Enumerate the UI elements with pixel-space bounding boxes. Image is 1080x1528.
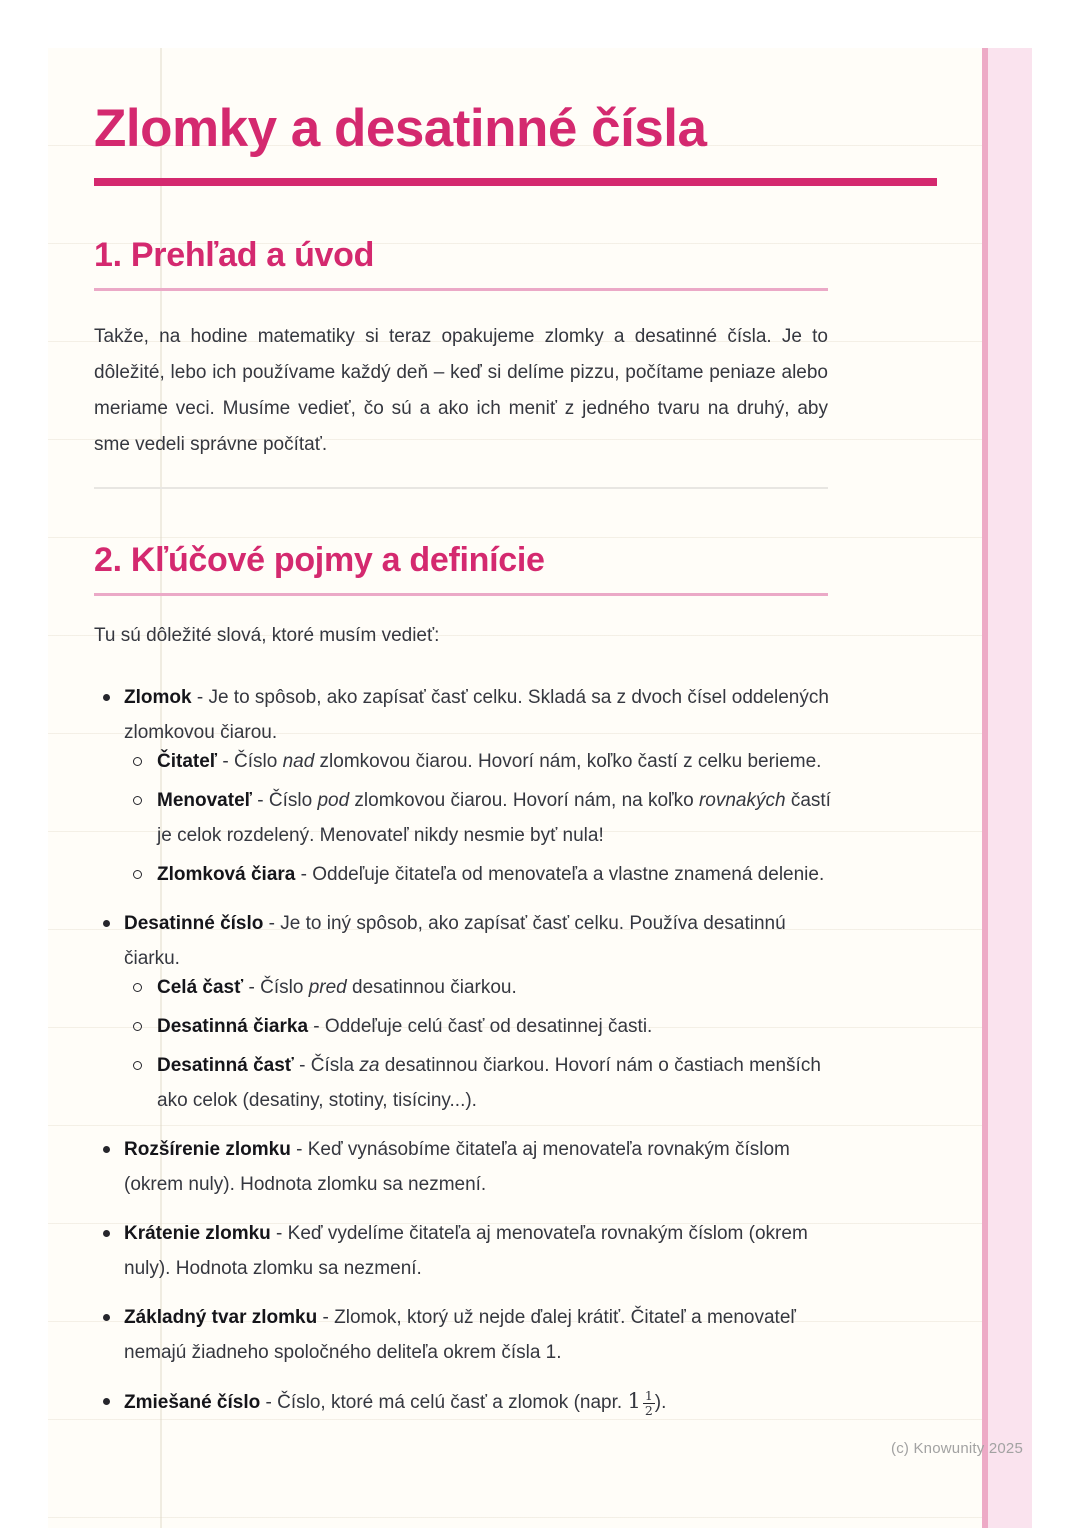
term-definition: - Číslo nad zlomkovou čiarou. Hovorí nám, koľko častí z celku berieme. xyxy=(217,751,822,772)
bullet-dot-icon xyxy=(103,920,110,927)
definitions-intro: Tu sú dôležité slová, ktoré musím vedieť: xyxy=(94,625,440,646)
terms-list xyxy=(94,680,834,1420)
definition-text-run: ). xyxy=(654,1392,667,1413)
copyright-footer: (c) Knowunity 2025 xyxy=(891,1440,1024,1457)
term-label: Zlomková čiara xyxy=(157,864,296,885)
bullet-circle-icon xyxy=(133,796,142,805)
definition-text-run: Je to spôsob, ako zapísať časť celku. Skladá sa z dvoch čísel oddelených zlomkovou čiarou. xyxy=(124,687,829,743)
section-1-heading-underline xyxy=(94,288,828,291)
sub-term-item xyxy=(127,970,834,1005)
section-definitions xyxy=(94,539,940,1420)
fraction-numerator: 1 xyxy=(644,1387,653,1403)
stacked-fraction xyxy=(643,1389,655,1418)
definition-text-run: Čísla xyxy=(310,1055,360,1076)
bullet-circle-icon xyxy=(133,983,142,992)
page-edge-strip xyxy=(982,48,1032,1528)
bullet-dot-icon xyxy=(103,1398,110,1405)
section-1-heading: 1. Prehľad a úvod xyxy=(94,236,375,274)
bullet-circle-icon xyxy=(133,757,142,766)
definition-text-run: desatinnou čiarkou. xyxy=(346,977,517,998)
definition-text-run: častí je celok rozdelený. Menovateľ nikdy nesmie byť nula! xyxy=(157,790,831,846)
term-definition: - Číslo pod zlomkovou čiarou. Hovorí nám, na koľko rovnakých častí je celok rozdelený. Menovateľ nikdy nesmie byť nula! xyxy=(157,790,831,846)
term-label: Desatinná čiarka xyxy=(157,1016,309,1037)
definition-text-run: Číslo xyxy=(260,977,309,998)
term-label: Rozšírenie zlomku xyxy=(124,1139,291,1160)
definition-text-run: pod xyxy=(317,790,350,811)
definition-text-run: Číslo, ktoré má celú časť a zlomok (napr. xyxy=(277,1392,628,1413)
bullet-dot-icon xyxy=(103,1146,110,1153)
definition-text-run: Keď vynásobíme čitateľa aj menovateľa rovnakým číslom (okrem nuly). Hodnota zlomku sa nezmení. xyxy=(124,1139,790,1195)
section-2-heading-underline xyxy=(94,593,828,596)
term-item xyxy=(94,1384,834,1420)
sub-terms-list xyxy=(127,970,834,1118)
definition-text-run: Zlomok, ktorý už nejde ďalej krátiť. Čitateľ a menovateľ nemajú žiadneho spoločného deliteľa okrem čísla 1. xyxy=(124,1307,796,1363)
term-label: Čitateľ xyxy=(157,751,218,772)
section-divider xyxy=(94,487,828,489)
document-content xyxy=(94,48,940,1420)
term-label: Menovateľ xyxy=(157,790,252,811)
bullet-dot-icon xyxy=(103,1230,110,1237)
term-definition: - Zlomok, ktorý už nejde ďalej krátiť. Čitateľ a menovateľ nemajú žiadneho spoločného deliteľa okrem čísla 1. xyxy=(124,1307,796,1363)
term-definition: - Keď vydelíme čitateľa aj menovateľa rovnakým číslom (okrem nuly). Hodnota zlomku sa nezmení. xyxy=(124,1223,808,1279)
term-definition: - Keď vynásobíme čitateľa aj menovateľa rovnakým číslom (okrem nuly). Hodnota zlomku sa nezmení. xyxy=(124,1139,790,1195)
term-item xyxy=(94,906,834,1118)
fraction-whole-part: 1 xyxy=(627,1389,641,1413)
sub-term-item xyxy=(127,1009,834,1044)
definition-text-run: desatinnou čiarkou. Hovorí nám o častiach menších ako celok (desatiny, stotiny, tisíciny...). xyxy=(157,1055,821,1111)
bullet-circle-icon xyxy=(133,1022,142,1031)
definition-text-run: za xyxy=(359,1055,380,1076)
section-2-heading: 2. Kľúčové pojmy a definície xyxy=(94,541,545,579)
bullet-circle-icon xyxy=(133,1061,142,1070)
sub-term-item xyxy=(127,744,834,779)
term-definition: - Oddeľuje čitateľa od menovateľa a vlastne znamená delenie. xyxy=(295,864,825,885)
term-definition: - Je to spôsob, ako zapísať časť celku. Skladá sa z dvoch čísel oddelených zlomkovou čiarou. xyxy=(124,687,829,743)
bullet-circle-icon xyxy=(133,870,142,879)
term-label: Celá časť xyxy=(157,977,244,998)
term-label: Zlomok xyxy=(124,687,192,708)
mixed-number-fraction xyxy=(627,1387,654,1418)
term-item xyxy=(94,1300,834,1370)
term-item xyxy=(94,680,834,892)
bullet-dot-icon xyxy=(103,1314,110,1321)
term-definition: - Číslo, ktoré má celú časť a zlomok (napr. 1 $\frac{1}{2}$ ). xyxy=(260,1387,667,1418)
definition-text-run: Oddeľuje celú časť od desatinnej časti. xyxy=(324,1016,653,1037)
definition-text-run: Je to iný spôsob, ako zapísať časť celku. Používa desatinnú čiarku. xyxy=(124,913,786,969)
title-rule xyxy=(94,178,937,186)
definition-text-run: Číslo xyxy=(234,751,283,772)
definition-text-run: Oddeľuje čitateľa od menovateľa a vlastne znamená delenie. xyxy=(312,864,825,885)
term-definition: - Číslo pred desatinnou čiarkou. xyxy=(243,977,517,998)
term-definition: - Oddeľuje celú časť od desatinnej časti. xyxy=(308,1016,653,1037)
overview-paragraph: Takže, na hodine matematiky si teraz opakujeme zlomky a desatinné čísla. Je to dôležité, lebo ich používame každý deň – keď si delíme pizzu, počítame peniaze alebo meriame veci. Musíme vedieť, čo sú a ako ich meniť z jedného tvaru na druhý, aby sme vedeli správne počítať. xyxy=(94,326,828,455)
sub-term-item xyxy=(127,857,834,892)
definition-text-run: Keď vydelíme čitateľa aj menovateľa rovnakým číslom (okrem nuly). Hodnota zlomku sa nezmení. xyxy=(124,1223,808,1279)
document-title: Zlomky a desatinné čísla xyxy=(94,99,707,158)
section-overview xyxy=(94,234,940,463)
term-label: Krátenie zlomku xyxy=(124,1223,271,1244)
term-label: Desatinné číslo xyxy=(124,913,264,934)
term-definition: - Čísla za desatinnou čiarkou. Hovorí nám o častiach menších ako celok (desatiny, stotiny, tisíciny...). xyxy=(157,1055,821,1111)
term-label: Desatinná časť xyxy=(157,1055,294,1076)
sub-term-item xyxy=(127,783,834,853)
definition-text-run: Číslo xyxy=(268,790,318,811)
term-item xyxy=(94,1132,834,1202)
term-definition: - Je to iný spôsob, ako zapísať časť celku. Používa desatinnú čiarku. xyxy=(124,913,786,969)
sub-term-item xyxy=(127,1048,834,1118)
term-label: Základný tvar zlomku xyxy=(124,1307,318,1328)
definition-text-run: zlomkovou čiarou. Hovorí nám, koľko častí z celku berieme. xyxy=(314,751,822,772)
term-label: Zmiešané číslo xyxy=(124,1392,261,1413)
fraction-denominator: 2 xyxy=(644,1402,653,1418)
notebook-page xyxy=(48,48,1032,1528)
definition-text-run: nad xyxy=(282,751,315,772)
definition-text-run: pred xyxy=(308,977,347,998)
bullet-dot-icon xyxy=(103,694,110,701)
definition-text-run: rovnakých xyxy=(698,790,786,811)
definition-text-run: zlomkovou čiarou. Hovorí nám, na koľko xyxy=(349,790,699,811)
term-item xyxy=(94,1216,834,1286)
sub-terms-list xyxy=(127,744,834,892)
